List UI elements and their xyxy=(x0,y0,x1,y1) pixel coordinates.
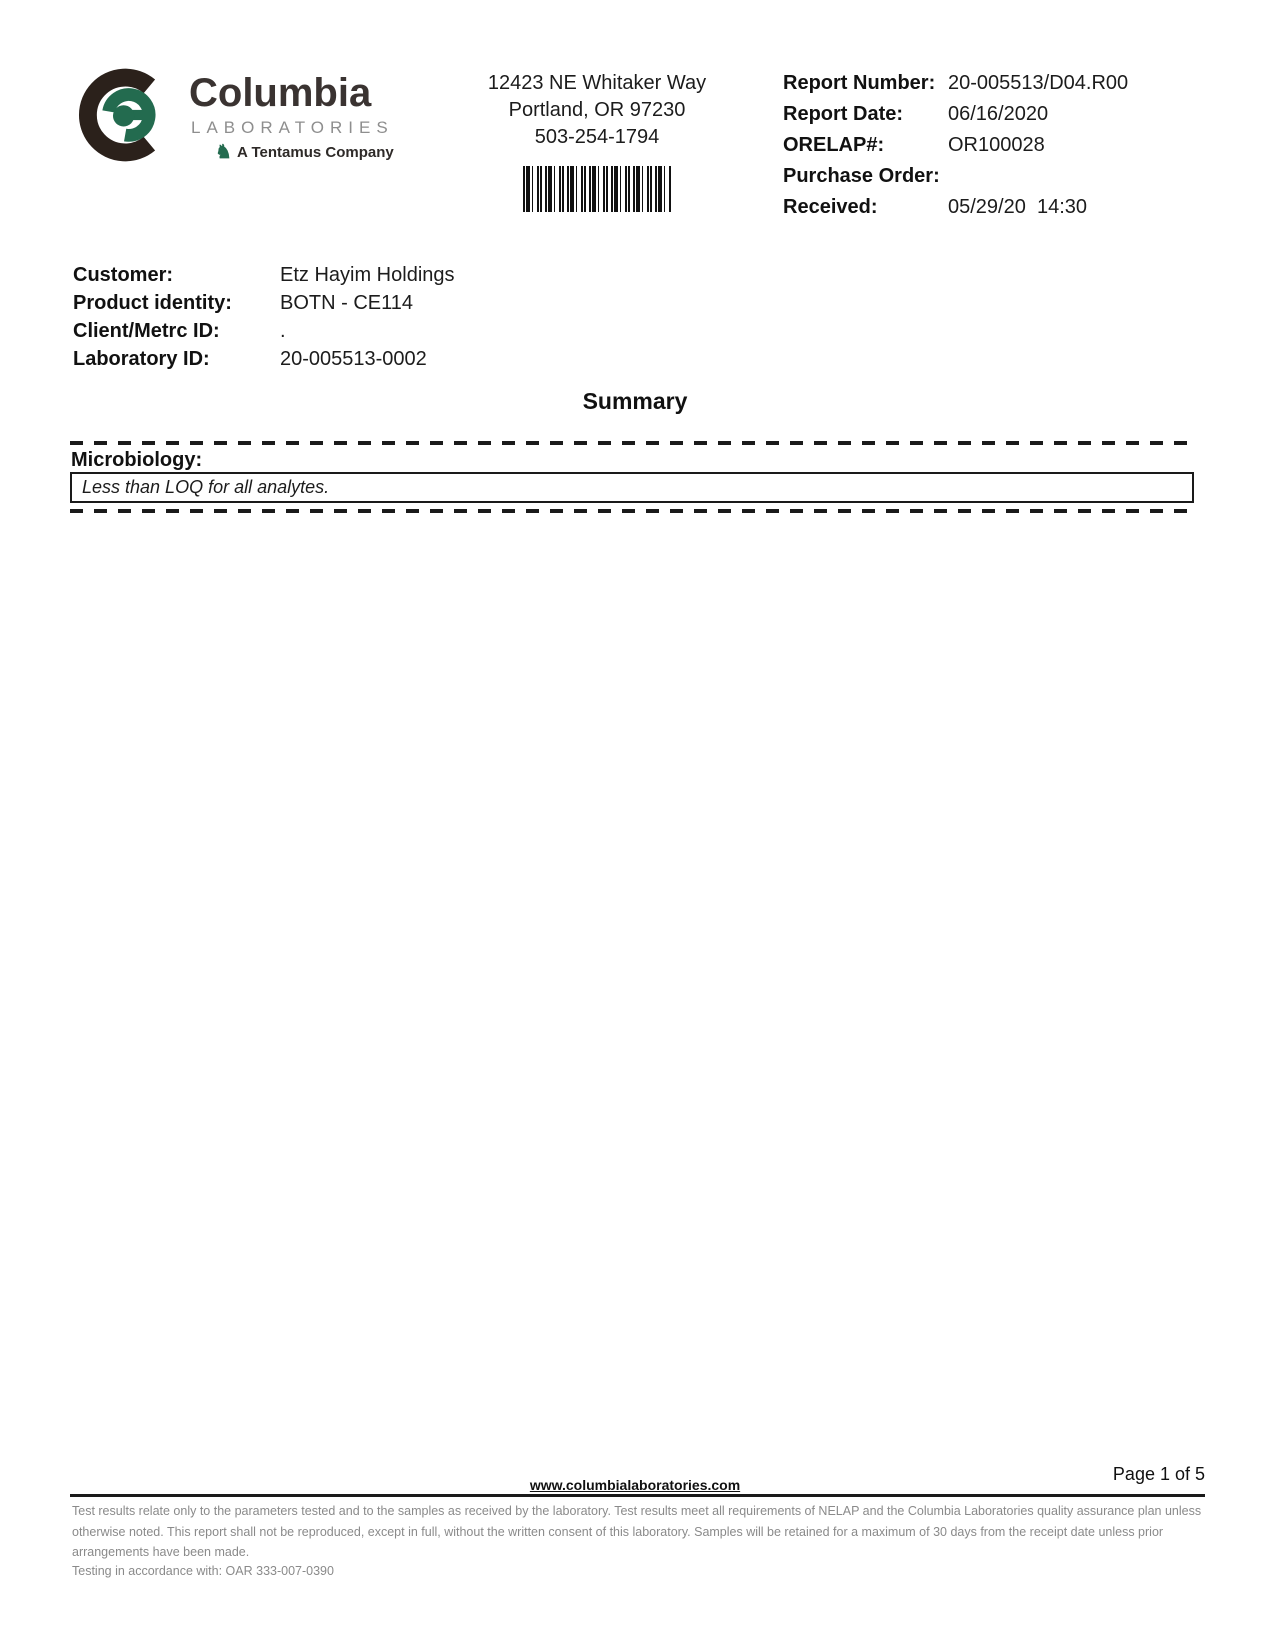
laboratory-id-row xyxy=(73,348,455,371)
summary-title: Summary xyxy=(582,388,688,414)
footer-accordance-note: Testing in accordance with: OAR 333-007-0390 xyxy=(72,1564,334,1578)
footer-disclaimer: Test results relate only to the parameters tested and to the samples as received by the laboratory. Test results meet all requirements of NELAP and the Columbia Laboratories quality assurance plan unless otherwise noted. This report shall not be reproduced, except in full, without the written consent of this laboratory. Samples will be retained for a maximum of 30 days from the receipt date unless prior arrangements have been made. xyxy=(72,1504,1202,1559)
received-row xyxy=(783,196,1128,219)
product-identity-value: BOTN - CE114 xyxy=(280,292,413,314)
received-label: Received: xyxy=(783,196,878,218)
laboratory-id-value: 20-005513-0002 xyxy=(280,348,427,370)
tentamus-tagline-label: A Tentamus Company xyxy=(237,144,394,161)
received-value: 05/29/20 14:30 xyxy=(948,196,1088,218)
orelap-row xyxy=(783,134,1128,157)
sample-info-block xyxy=(73,264,455,376)
tentamus-tagline xyxy=(215,143,394,162)
logo-text xyxy=(189,64,394,166)
customer-value: Etz Hayim Holdings xyxy=(280,264,455,286)
purchase-order-label: Purchase Order: xyxy=(783,165,940,187)
microbiology-result-note: Less than LOQ for all analytes. xyxy=(82,477,330,497)
report-info-block xyxy=(783,72,1128,227)
dashed-divider-top xyxy=(70,441,1194,445)
columbia-logo-icon xyxy=(75,64,179,166)
report-number-label: Report Number: xyxy=(783,72,936,94)
dashed-divider-bottom xyxy=(70,509,1194,513)
microbiology-result-box xyxy=(70,472,1194,503)
website-link[interactable]: www.columbialaboratories.com xyxy=(529,1477,741,1493)
report-date-row xyxy=(783,103,1128,126)
logo-subtitle: LABORATORIES xyxy=(191,118,394,137)
laboratory-id-label: Laboratory ID: xyxy=(73,348,210,370)
lab-address-phone: 503-254-1794 xyxy=(534,126,660,148)
product-identity-label: Product identity: xyxy=(73,292,232,314)
lab-address-street: 12423 NE Whitaker Way xyxy=(487,72,707,94)
client-metrc-id-row xyxy=(73,320,455,343)
report-date-label: Report Date: xyxy=(783,103,904,125)
barcode-image xyxy=(523,166,671,212)
customer-row xyxy=(73,264,455,287)
page-number: Page 1 of 5 xyxy=(1112,1464,1205,1484)
lab-address-block xyxy=(447,70,747,212)
tentamus-horse-icon: ♞ xyxy=(215,142,233,163)
microbiology-heading: Microbiology: xyxy=(71,449,203,471)
purchase-order-row xyxy=(783,165,1128,188)
orelap-value: OR100028 xyxy=(948,134,1045,156)
orelap-label: ORELAP#: xyxy=(783,134,885,156)
report-date-value: 06/16/2020 xyxy=(948,103,1049,125)
footer-divider xyxy=(70,1494,1205,1497)
columbia-logo xyxy=(75,64,394,166)
client-metrc-id-label: Client/Metrc ID: xyxy=(73,320,220,342)
logo-name: Columbia xyxy=(189,71,372,115)
product-identity-row xyxy=(73,292,455,315)
lab-address-city: Portland, OR 97230 xyxy=(508,99,686,121)
report-number-row xyxy=(783,72,1128,95)
customer-label: Customer: xyxy=(73,264,174,286)
client-metrc-id-value: . xyxy=(280,320,286,342)
report-number-value: 20-005513/D04.R00 xyxy=(948,72,1129,94)
